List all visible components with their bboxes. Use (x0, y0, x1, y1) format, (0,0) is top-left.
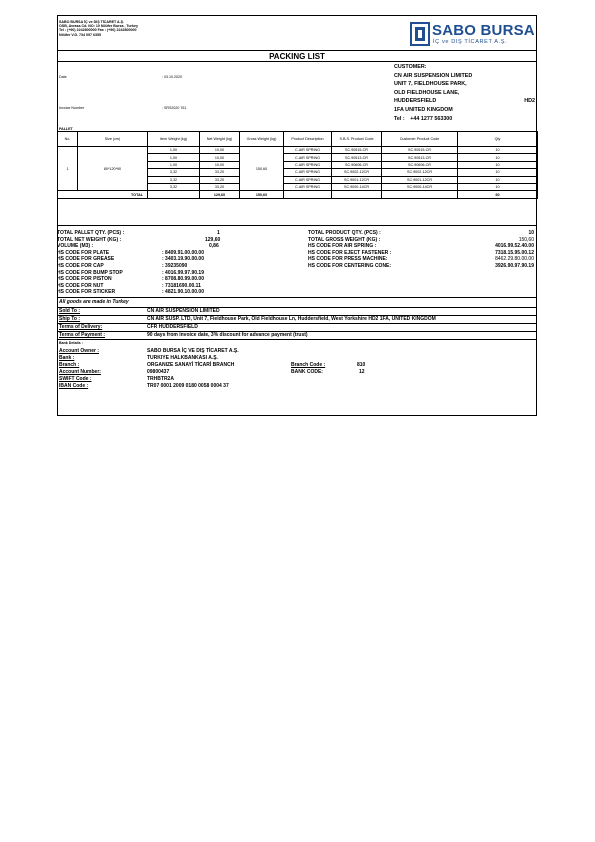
account-number-row (57, 369, 537, 376)
company-line: Tel : (+90) 2242800000 Fax : (+90) 2242800000 (59, 28, 137, 33)
logo-subtitle: İÇ ve DIŞ TİCARET A.Ş. (433, 39, 508, 45)
table-row (58, 147, 538, 154)
customer-line: OLD FIELDHOUSE LANE, (394, 89, 460, 96)
goods-origin-note: All goods are made in Turkey (59, 299, 129, 305)
iban-row (57, 383, 537, 390)
total-pallet-qty-label: TOTAL PALLET QTY. (PCS) : (57, 230, 125, 236)
sold-to-value: CN AIR SUSPENSION LIMITED (147, 308, 220, 314)
qty: 10 (458, 169, 538, 176)
bottom-border (57, 415, 537, 416)
totals-divider (57, 225, 537, 226)
item-weight: 3,32 (148, 176, 200, 183)
logo-mark-icon (410, 22, 430, 46)
customer-code: SC.9000-14CR (382, 183, 458, 190)
net-weight: 33,20 (200, 176, 240, 183)
hs-piston-row (57, 276, 297, 283)
ship-to-row (57, 316, 537, 324)
header-customer-code: Customer Product Code (382, 132, 458, 147)
hs-piston-label: HS CODE FOR PISTON (57, 276, 112, 283)
hs-bump-stop-value: : 4016.99.97.90.19 (162, 269, 204, 276)
total-gross-weight-value: 150,60 (518, 236, 534, 243)
qty: 10 (458, 176, 538, 183)
customer-block (394, 63, 537, 123)
hs-nut-row (57, 283, 297, 290)
bank-name-row (57, 355, 537, 362)
hs-plate-value: : 8409.91.00.00.00 (162, 249, 204, 256)
hs-air-spring-label: HS CODE FOR AIR SPRING : (308, 243, 377, 250)
hs-nut-label: HS CODE FOR NUT (57, 282, 104, 289)
hs-sticker-row (57, 289, 297, 296)
total-product-qty-row (308, 230, 534, 237)
volume-value: 0,86 (209, 243, 219, 250)
total-gross-weight-label: TOTAL GROSS WEIGHT (KG) : (308, 236, 381, 243)
sbs-code: SC.90513-CR (332, 154, 382, 161)
hs-sticker-value: : 4821.90.10.00.00 (162, 289, 204, 296)
product-description: C.AIR SPRING (284, 147, 332, 154)
sbs-code: SC.90515-CR (332, 147, 382, 154)
qty: 10 (458, 161, 538, 168)
sbs-code: SC.9002-12CR (332, 169, 382, 176)
company-line: OSB, Avrasa Cd. NO: 10 Nilüfer Bursa , Turkey (59, 24, 138, 29)
company-line: Nilüfer V.D. 734 097 6355 (59, 32, 102, 37)
hs-grease-label: HS CODE FOR GREASE (57, 256, 115, 263)
total-customer-code (382, 191, 458, 198)
hs-grease-row (57, 256, 297, 263)
header-description: Product Description (284, 132, 332, 147)
hs-cap-row (57, 263, 297, 270)
branch-code-label: Branch Code : (291, 362, 326, 368)
item-weight: 1,00 (148, 161, 200, 168)
pallet-label: PALLET (59, 127, 73, 131)
payment-terms-value: 90 days from invoice date, 3% discount for advance payment (trust) (147, 332, 308, 338)
volume-row (57, 243, 297, 250)
hs-bump-stop-row (57, 270, 297, 277)
customer-code: SC.9002-12CR (382, 169, 458, 176)
total-net-weight-value: 129,60 (205, 236, 221, 243)
company-line: SABO BURSA İÇ ve DIŞ TİCARET A.Ş. (59, 20, 125, 24)
net-weight: 10,00 (200, 147, 240, 154)
hs-press-machine-row (308, 256, 534, 263)
invoice-label: Invoice Number (59, 106, 85, 110)
hs-press-machine-label: HS CODE FOR PRESS MACHINE: (308, 256, 388, 263)
sold-to-row (57, 308, 537, 316)
total-gross: 150,60 (240, 191, 284, 198)
product-description: C.AIR SPRING (284, 183, 332, 190)
header-gross-weight: Gross Weight (kg) (240, 132, 284, 147)
header-net-weight: Net Weight (kg) (200, 132, 240, 147)
sbs-code: SC.9001-12CR (332, 176, 382, 183)
header-no: No. (58, 132, 78, 147)
branch-code-value: 810 (357, 362, 366, 368)
title-underline (57, 61, 537, 62)
item-weight: 1,00 (148, 154, 200, 161)
account-number-label: Account Number: (59, 369, 101, 375)
total-net-weight-label: TOTAL NET WEIGHT (KG) : (57, 236, 122, 243)
customer-city: HUDDERSFIELD (394, 98, 437, 105)
ship-to-value: CN AIR SUSP. LTD, Unit 7, Fieldhouse Park, Old Fieldhouse Ln, Huddersfield, West Yorkshire HD2 1FA, UNITED KINGDOM (147, 316, 436, 322)
customer-code: SC.90513-CR (382, 154, 458, 161)
company-address (59, 20, 138, 37)
title-divider (57, 50, 537, 51)
hs-centering-cone-label: HS CODE FOR CENTERING CONE: (308, 262, 392, 269)
ship-to-label: Ship To : (59, 316, 81, 322)
hs-eject-fastener-value: 7318.15.95.00.12 (495, 249, 534, 256)
hs-bump-stop-label: HS CODE FOR BUMP STOP (57, 269, 123, 276)
hs-air-spring-row (308, 243, 534, 250)
hs-centering-cone-value: 3926.90.97.90.19 (495, 262, 534, 269)
swift-value: TRHBTR2A (147, 376, 174, 382)
document-title: PACKING LIST (269, 52, 325, 61)
iban-value: TR07 0001 2009 0180 0058 0004 37 (147, 383, 229, 389)
total-sbs-code (332, 191, 382, 198)
packing-list-sheet (57, 15, 537, 416)
bank-name-value: TURKIYE HALKBANKASI A.Ş. (147, 355, 218, 361)
header-size: Size (cm) (78, 132, 148, 147)
bank-details-heading: Bank Details : (59, 341, 83, 345)
total-row (58, 191, 538, 198)
total-label: TOTAL (58, 191, 148, 198)
hs-cap-value: : 39235090 (162, 262, 188, 269)
customer-country: 1FA UNITED KINGDOM (394, 106, 453, 113)
product-description: C.AIR SPRING (284, 176, 332, 183)
hs-plate-row (57, 250, 297, 257)
total-description (284, 191, 332, 198)
customer-postcode: HD2 (524, 98, 535, 105)
bank-block (57, 348, 537, 390)
account-owner-value: SABO BURSA İÇ VE DIŞ TİCARET A.Ş. (147, 348, 239, 354)
customer-tel-row (394, 115, 537, 124)
sbs-code: SC.9000-14CR (332, 183, 382, 190)
net-weight: 33,20 (200, 183, 240, 190)
sbs-code: SC.90606-CR (332, 161, 382, 168)
customer-code: SC.90606-CR (382, 161, 458, 168)
invoice-value: : SRS2020 761 (162, 106, 187, 110)
account-owner-row (57, 348, 537, 355)
branch-row (57, 362, 537, 369)
swift-label: SWIFT Code : (59, 376, 92, 382)
customer-heading: CUSTOMER: (394, 64, 427, 70)
top-border (57, 15, 537, 16)
total-net-weight-row (57, 237, 297, 244)
delivery-terms-row (57, 324, 537, 332)
hs-piston-value: : 8708.80.99.00.00 (162, 276, 204, 283)
customer-tel-label: Tel : (394, 115, 405, 122)
total-net: 129,60 (200, 191, 240, 198)
account-number-value: 09800437 (147, 369, 170, 375)
hs-eject-fastener-row (308, 250, 534, 257)
header-item-weight: Item Weight (kg) (148, 132, 200, 147)
total-pallet-qty-value: 1 (217, 230, 220, 236)
hs-press-machine-value: 8462.29.80.00.00 (495, 256, 534, 263)
net-weight: 10,00 (200, 154, 240, 161)
pallet-size: 80*120*90 (78, 147, 148, 191)
product-description: C.AIR SPRING (284, 169, 332, 176)
payment-terms-row (57, 332, 537, 340)
total-gross-weight-row (308, 237, 534, 244)
bank-code-value: 12 (359, 369, 365, 375)
goods-divider (57, 297, 537, 298)
delivery-terms-label: Terms of Delivery: (59, 324, 103, 330)
header-qty: Qty (458, 132, 538, 147)
qty: 10 (458, 154, 538, 161)
net-weight: 10,00 (200, 161, 240, 168)
hs-nut-value: : 73181690.00.11 (162, 282, 201, 289)
qty: 10 (458, 183, 538, 190)
pallet-no: 1 (58, 147, 78, 191)
payment-terms-label: Terms of Payment : (59, 332, 106, 338)
product-description: C.AIR SPRING (284, 161, 332, 168)
hs-eject-fastener-label: HS CODE FOR EJECT FASTENER : (308, 249, 392, 256)
sabo-bursa-logo (410, 21, 534, 51)
account-owner-label: Account Owner : (59, 348, 100, 354)
logo-name: SABO BURSA (432, 22, 535, 39)
customer-tel: +44 1277 563300 (410, 115, 453, 122)
bank-name-label: Bank : (59, 355, 75, 361)
total-pallet-qty-row (57, 230, 297, 237)
customer-code: SC.90515-CR (382, 147, 458, 154)
customer-city-row (394, 97, 537, 106)
customer-line: UNIT 7, FIELDHOUSE PARK, (394, 81, 467, 88)
customer-line: CN AIR SUSPENSION LIMITED (394, 72, 473, 79)
packing-table (57, 131, 538, 199)
sold-to-label: Sold To : (59, 308, 81, 314)
volume-label: VOLUME (M3) : (57, 243, 94, 250)
hs-sticker-label: HS CODE FOR STICKER (57, 289, 116, 296)
totals-left (57, 230, 297, 296)
hs-plate-label: HS CODE FOR PLATE (57, 249, 110, 256)
total-product-qty-label: TOTAL PRODUCT QTY. (PCS) : (308, 230, 381, 236)
total-product-qty-value: 10 (528, 230, 534, 236)
date-label: Date (59, 75, 67, 79)
iban-label: IBAN Code : (59, 383, 89, 389)
hs-air-spring-value: 4016.99.52.40.00 (495, 243, 534, 250)
customer-code: SC.9001-12CR (382, 176, 458, 183)
hs-centering-cone-row (308, 263, 534, 270)
qty: 10 (458, 147, 538, 154)
totals-right (308, 230, 534, 270)
hs-grease-value: : 3403.19.90.00.00 (162, 256, 204, 263)
branch-value: ORGANIZE SANAYİ TİCARİ BRANCH (147, 362, 235, 368)
header-sbs-code: S.B.S. Product Code (332, 132, 382, 147)
total-qty: 60 (458, 191, 538, 198)
shipping-block (57, 308, 537, 340)
table-header-row (58, 132, 538, 147)
total-item-weight (148, 191, 200, 198)
item-weight: 3,32 (148, 169, 200, 176)
item-weight: 3,32 (148, 183, 200, 190)
item-weight: 1,00 (148, 147, 200, 154)
bank-code-label: BANK CODE: (291, 369, 323, 375)
hs-cap-label: HS CODE FOR CAP (57, 262, 104, 269)
net-weight: 33,20 (200, 169, 240, 176)
branch-label: Branch : (59, 362, 80, 368)
pallet-gross: 150,60 (240, 147, 284, 191)
swift-row (57, 376, 537, 383)
date-value: : 03.10.2020 (162, 75, 182, 79)
product-description: C.AIR SPRING (284, 154, 332, 161)
delivery-terms-value: CFR HUDDERSFIELD (147, 324, 198, 330)
